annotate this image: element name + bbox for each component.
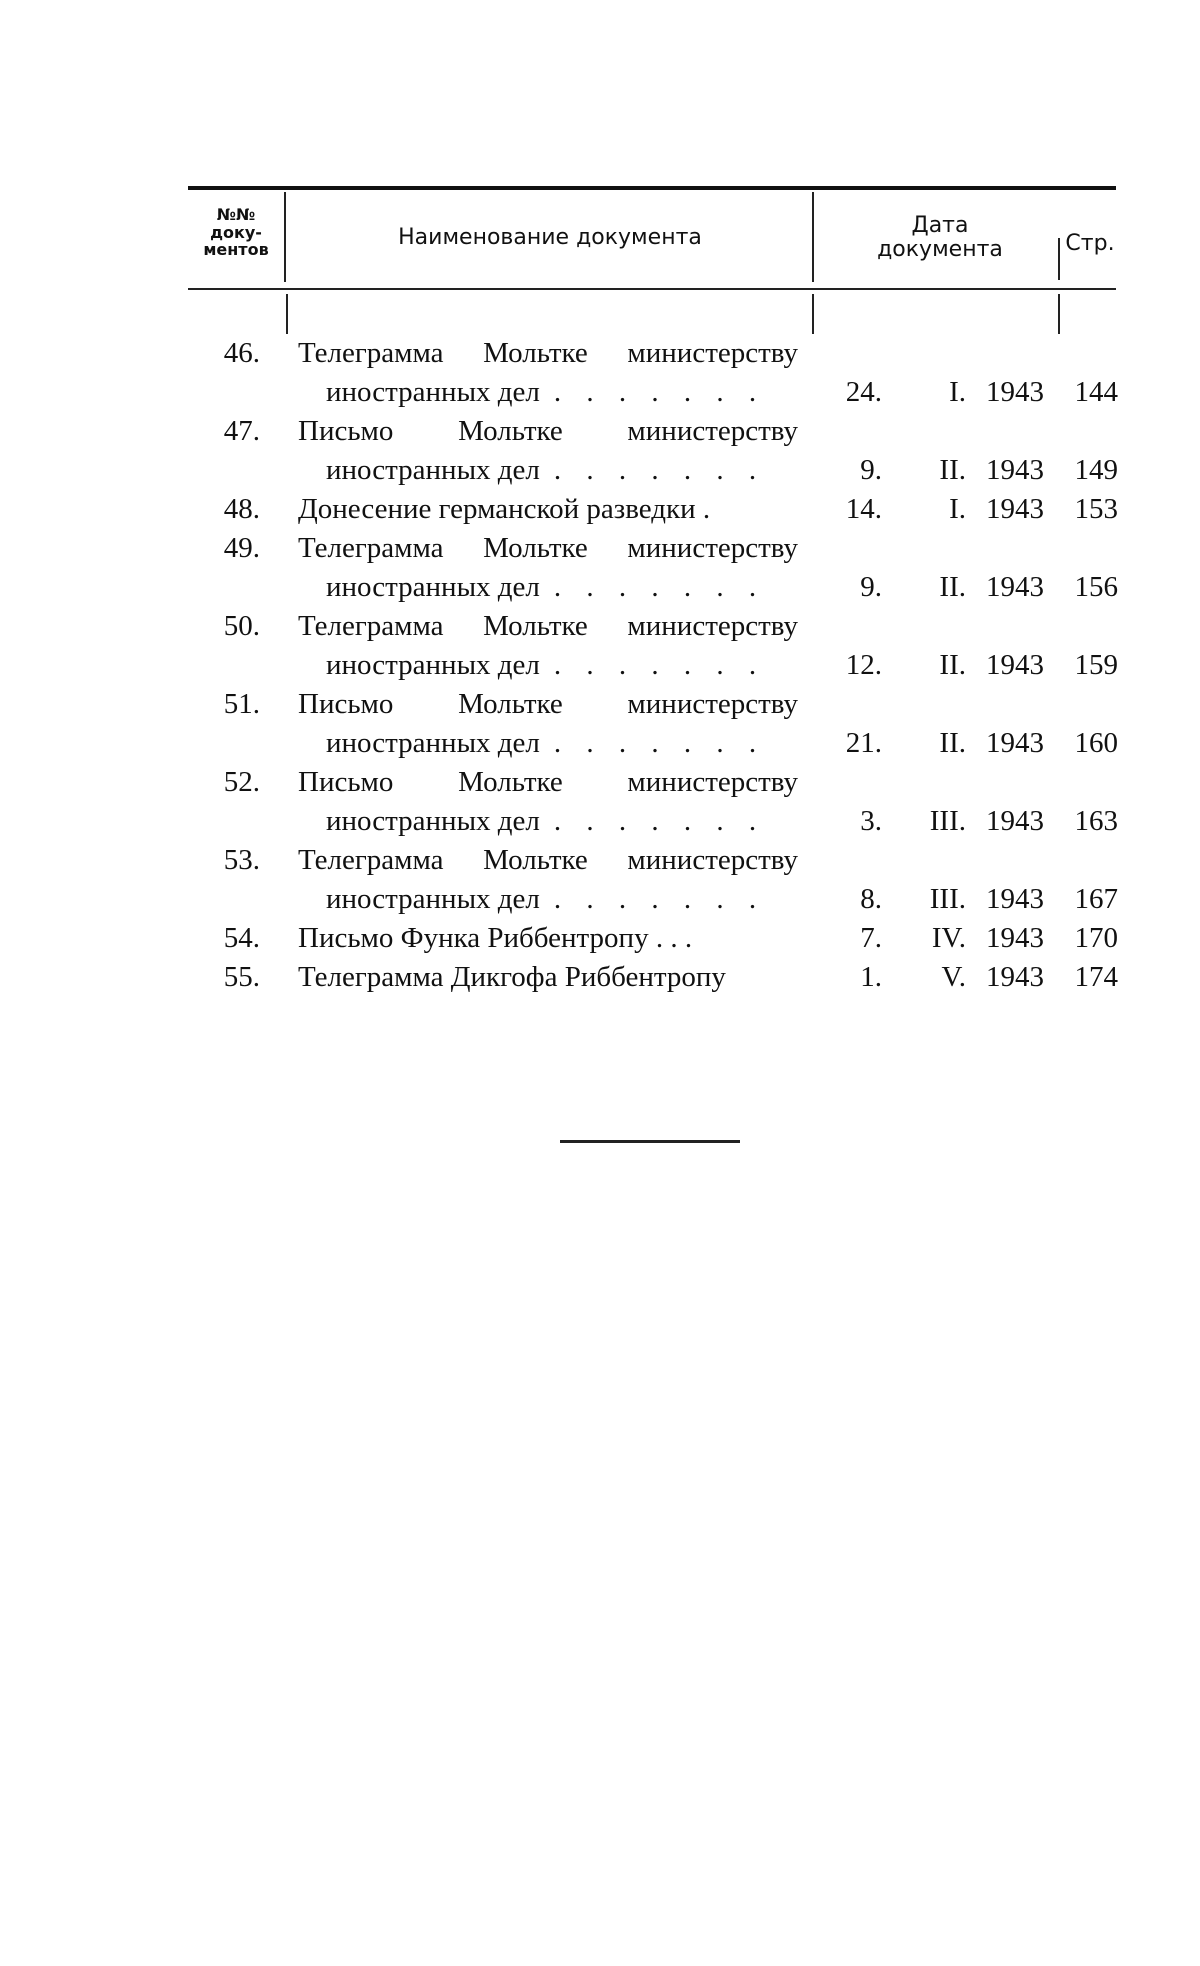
body-divider-3 xyxy=(1058,294,1060,334)
entry-date-day: 12. xyxy=(845,649,882,681)
list-item xyxy=(0,334,1200,412)
entry-title: Телеграмма Дикгофа Риббентропу xyxy=(298,961,726,993)
header-number-line-3: ментов xyxy=(203,240,269,260)
entry-title-line-2 xyxy=(326,802,798,841)
entry-page: 159 xyxy=(1074,649,1118,681)
entry-title-continuation: иностранных дел xyxy=(326,805,540,837)
list-item xyxy=(0,841,1200,919)
entry-title-line-2 xyxy=(326,568,798,607)
entry-number: 50. xyxy=(223,610,260,642)
entry-title-line-2 xyxy=(326,724,798,763)
entry-number: 54. xyxy=(223,922,260,954)
body-divider-2 xyxy=(812,294,814,334)
entry-title-continuation: иностранных дел xyxy=(326,649,540,681)
entry-title-line-2 xyxy=(326,646,798,685)
entry-title-line-1: Телеграмма Мольтке министерству xyxy=(298,844,798,876)
entry-date-month: I. xyxy=(949,376,966,408)
leader-dots: . . . . . . . xyxy=(553,649,766,681)
entry-title-continuation: иностранных дел xyxy=(326,571,540,603)
end-divider-rule xyxy=(560,1140,740,1143)
entry-title-line-1: Телеграмма Мольтке министерству xyxy=(298,337,798,369)
leader-dots: . . . . . . . xyxy=(553,376,766,408)
header-page-column: Стр. xyxy=(1065,231,1115,256)
entry-title-continuation: иностранных дел xyxy=(326,727,540,759)
entry-date-year: 1943 xyxy=(986,961,1044,993)
list-item xyxy=(0,490,1200,529)
entry-title-line-1: Письмо Мольтке министерству xyxy=(298,766,798,798)
entry-title-line-2 xyxy=(326,373,798,412)
entry-date-year: 1943 xyxy=(986,922,1044,954)
entry-date-month: III. xyxy=(929,805,966,837)
entry-title-line-2 xyxy=(326,880,798,919)
entry-title: Донесение германской разведки . xyxy=(298,493,711,525)
entry-page: 160 xyxy=(1074,727,1118,759)
entry-number: 55. xyxy=(223,961,260,993)
entry-page: 149 xyxy=(1074,454,1118,486)
list-item xyxy=(0,919,1200,958)
leader-dots: . . . . . . . xyxy=(553,805,766,837)
entry-number: 48. xyxy=(223,493,260,525)
entry-page: 156 xyxy=(1074,571,1118,603)
entry-title-continuation: иностранных дел xyxy=(326,454,540,486)
entry-page: 153 xyxy=(1074,493,1118,525)
entry-date-day: 7. xyxy=(860,922,882,954)
entry-number: 46. xyxy=(223,337,260,369)
entry-date-year: 1943 xyxy=(986,376,1044,408)
entry-title-line-2 xyxy=(326,451,798,490)
leader-dots: . . . . . . . xyxy=(553,883,766,915)
list-item xyxy=(0,607,1200,685)
entry-number: 49. xyxy=(223,532,260,564)
entry-date-month: II. xyxy=(939,571,966,603)
header-date-line-2: документа xyxy=(877,237,1003,263)
entry-date-year: 1943 xyxy=(986,454,1044,486)
leader-dots: . . . . . . . xyxy=(553,571,766,603)
entry-date-month: II. xyxy=(939,649,966,681)
entry-title-continuation: иностранных дел xyxy=(326,376,540,408)
entry-page: 170 xyxy=(1074,922,1118,954)
entry-date-month: IV. xyxy=(931,922,966,954)
entry-date-year: 1943 xyxy=(986,727,1044,759)
table-top-rule xyxy=(188,186,1116,190)
entry-date-year: 1943 xyxy=(986,649,1044,681)
header-date-line-1: Дата xyxy=(911,213,969,238)
entry-date-day: 8. xyxy=(860,883,882,915)
entry-number: 47. xyxy=(223,415,260,447)
entry-date-month: III. xyxy=(929,883,966,915)
entry-date-month: I. xyxy=(949,493,966,525)
entry-date-month: V. xyxy=(941,961,966,993)
entry-date-year: 1943 xyxy=(986,493,1044,525)
entry-date-year: 1943 xyxy=(986,883,1044,915)
entry-title: Письмо Функа Риббентропу . . . xyxy=(298,922,693,954)
header-number-column xyxy=(188,206,284,259)
entry-page: 167 xyxy=(1074,883,1118,915)
entry-date-day: 21. xyxy=(845,727,882,759)
entry-page: 144 xyxy=(1074,376,1118,408)
header-number-line-2: доку- xyxy=(210,222,262,242)
entry-title-line-1: Письмо Мольтке министерству xyxy=(298,415,798,447)
entry-date-day: 3. xyxy=(860,805,882,837)
leader-dots: . . . . . . . xyxy=(553,727,766,759)
entry-date-day: 24. xyxy=(845,376,882,408)
list-item xyxy=(0,763,1200,841)
list-item xyxy=(0,529,1200,607)
entry-page: 174 xyxy=(1074,961,1118,993)
entry-number: 53. xyxy=(223,844,260,876)
entry-date-year: 1943 xyxy=(986,571,1044,603)
body-divider-1 xyxy=(286,294,288,334)
list-item xyxy=(0,412,1200,490)
entry-date-month: II. xyxy=(939,727,966,759)
header-divider-2 xyxy=(812,192,814,282)
leader-dots: . . . . . . . xyxy=(553,454,766,486)
document-list xyxy=(0,334,1200,997)
header-divider-1 xyxy=(284,192,286,282)
entry-title-line-1: Телеграмма Мольтке министерству xyxy=(298,532,798,564)
entry-title-line-1: Письмо Мольтке министерству xyxy=(298,688,798,720)
entry-date-year: 1943 xyxy=(986,805,1044,837)
entry-date-day: 9. xyxy=(860,571,882,603)
entry-page: 163 xyxy=(1074,805,1118,837)
table-header-bottom-rule xyxy=(188,288,1116,290)
entry-title-line-1: Телеграмма Мольтке министерству xyxy=(298,610,798,642)
entry-date-month: II. xyxy=(939,454,966,486)
entry-title-continuation: иностранных дел xyxy=(326,883,540,915)
list-item xyxy=(0,958,1200,997)
entry-date-day: 14. xyxy=(845,493,882,525)
list-item xyxy=(0,685,1200,763)
header-date-column xyxy=(820,214,1060,262)
header-number-line-1: №№ xyxy=(216,205,256,224)
entry-number: 51. xyxy=(223,688,260,720)
entry-date-day: 1. xyxy=(860,961,882,993)
entry-date-day: 9. xyxy=(860,454,882,486)
entry-number: 52. xyxy=(223,766,260,798)
header-name-column: Наименование документа xyxy=(398,225,702,250)
